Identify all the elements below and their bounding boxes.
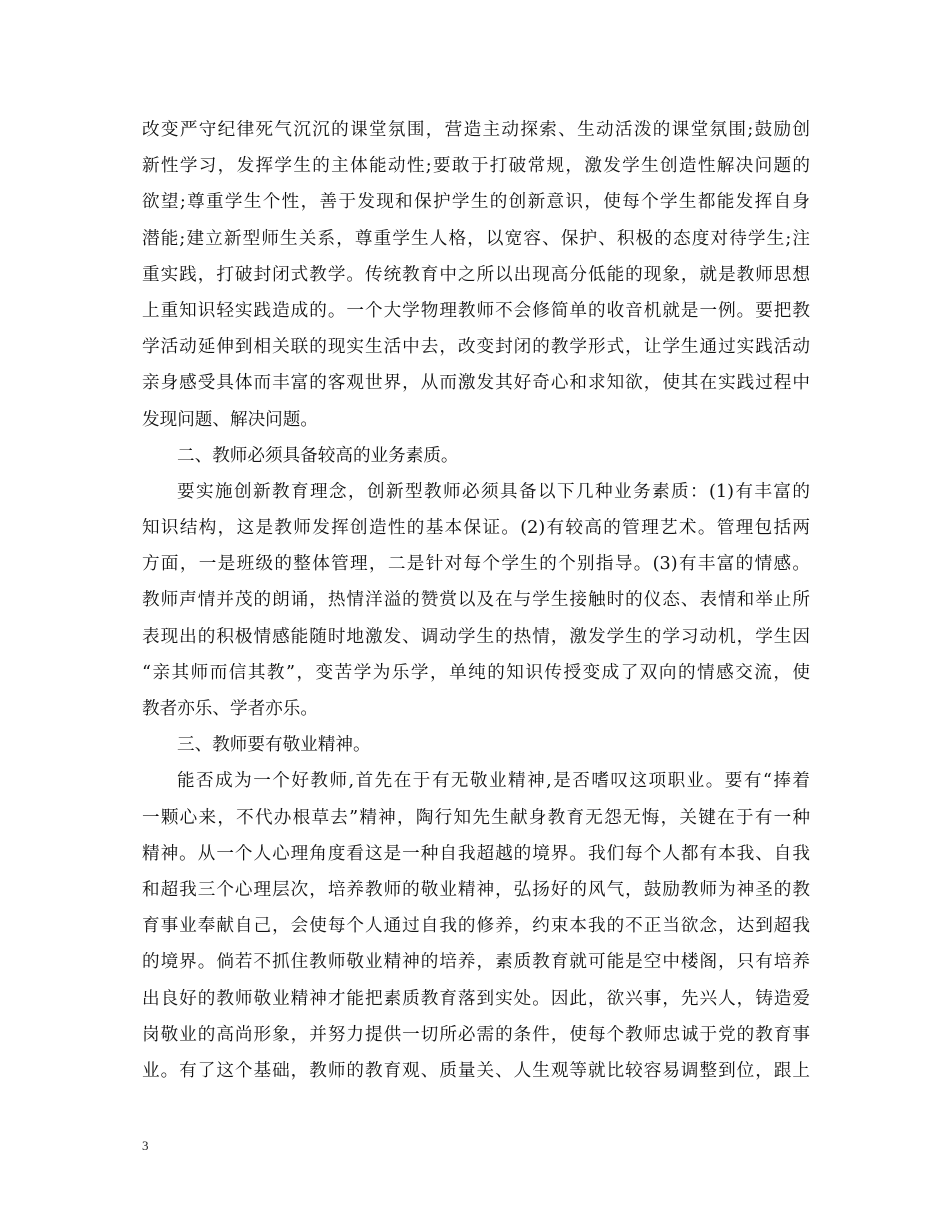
- text-line: 知识结构，这是教师发挥创造性的基本保证。(2)有较高的管理艺术。管理包括两: [142, 518, 810, 539]
- text-line: 学活动延伸到相关联的现实生活中去，改变封闭的教学形式，让学生通过实践活动: [142, 337, 810, 358]
- page-number: 3: [142, 1138, 149, 1153]
- text-line: 精神。从一个人心理角度看这是一种自我超越的境界。我们每个人都有本我、自我: [142, 843, 810, 864]
- text-line: 教师声情并茂的朗诵，热情洋溢的赞赏以及在与学生接触时的仪态、表情和举止所: [142, 590, 810, 611]
- text-line: 欲望;尊重学生个性，善于发现和保护学生的创新意识，使每个学生都能发挥自身: [142, 192, 810, 213]
- section-heading: 二、教师必须具备较高的业务素质。: [177, 445, 459, 466]
- text-line: 要实施创新教育理念，创新型教师必须具备以下几种业务素质：(1)有丰富的: [177, 481, 810, 502]
- text-line: 亲身感受具体而丰富的客观世界，从而激发其好奇心和求知欲，使其在实践过程中: [142, 373, 810, 394]
- text-line: 育事业奉献自己，会使每个人通过自我的修养，约束本我的不正当欲念，达到超我: [142, 916, 810, 937]
- text-line: 和超我三个心理层次，培养教师的敬业精神，弘扬好的风气，鼓励教师为神圣的教: [142, 879, 810, 900]
- text-line: 教者亦乐、学者亦乐。: [142, 699, 318, 719]
- text-line: 重实践，打破封闭式教学。传统教育中之所以出现高分低能的现象，就是教师思想: [142, 264, 810, 285]
- text-line: 表现出的积极情感能随时地激发、调动学生的热情，激发学生的学习动机，学生因: [142, 626, 810, 647]
- text-line: 新性学习，发挥学生的主体能动性;要敢于打破常规，激发学生创造性解决问题的: [142, 156, 810, 177]
- section-heading: 三、教师要有敬业精神。: [177, 735, 371, 756]
- body-text: [142, 112, 810, 1089]
- text-line: 一颗心来，不代办根草去”精神，陶行知先生献身教育无怨无悔，关键在于有一种: [142, 807, 810, 828]
- text-line: 能否成为一个好教师,首先在于有无敬业精神,是否嗜叹这项职业。要有“捧着: [177, 771, 810, 792]
- text-line: 出良好的教师敬业精神才能把素质教育落到实处。因此，欲兴事，先兴人，铸造爱: [142, 988, 810, 1009]
- text-line: 改变严守纪律死气沉沉的课堂氛围，营造主动探索、生动活泼的课堂氛围;鼓励创: [142, 120, 810, 140]
- text-line: 发现问题、解决问题。: [142, 409, 318, 430]
- text-line: 业。有了这个基础，教师的教育观、质量关、人生观等就比较容易调整到位，跟上: [142, 1060, 810, 1081]
- text-line: 上重知识轻实践造成的。一个大学物理教师不会修简单的收音机就是一例。要把教: [142, 300, 810, 321]
- text-line: 的境界。倘若不抓住教师敬业精神的培养，素质教育就可能是空中楼阁，只有培养: [142, 952, 810, 973]
- text-line: “亲其师而信其教”，变苦学为乐学，单纯的知识传授变成了双向的情感交流，使: [142, 662, 810, 683]
- text-line: 潜能;建立新型师生关系，尊重学生人格，以宽容、保护、积极的态度对待学生;注: [142, 228, 810, 249]
- text-line: 方面，一是班级的整体管理，二是针对每个学生的个别指导。(3)有丰富的情感。: [142, 554, 810, 575]
- text-line: 岗敬业的高尚形象，并努力提供一切所必需的条件，使每个教师忠诚于党的教育事: [142, 1024, 810, 1045]
